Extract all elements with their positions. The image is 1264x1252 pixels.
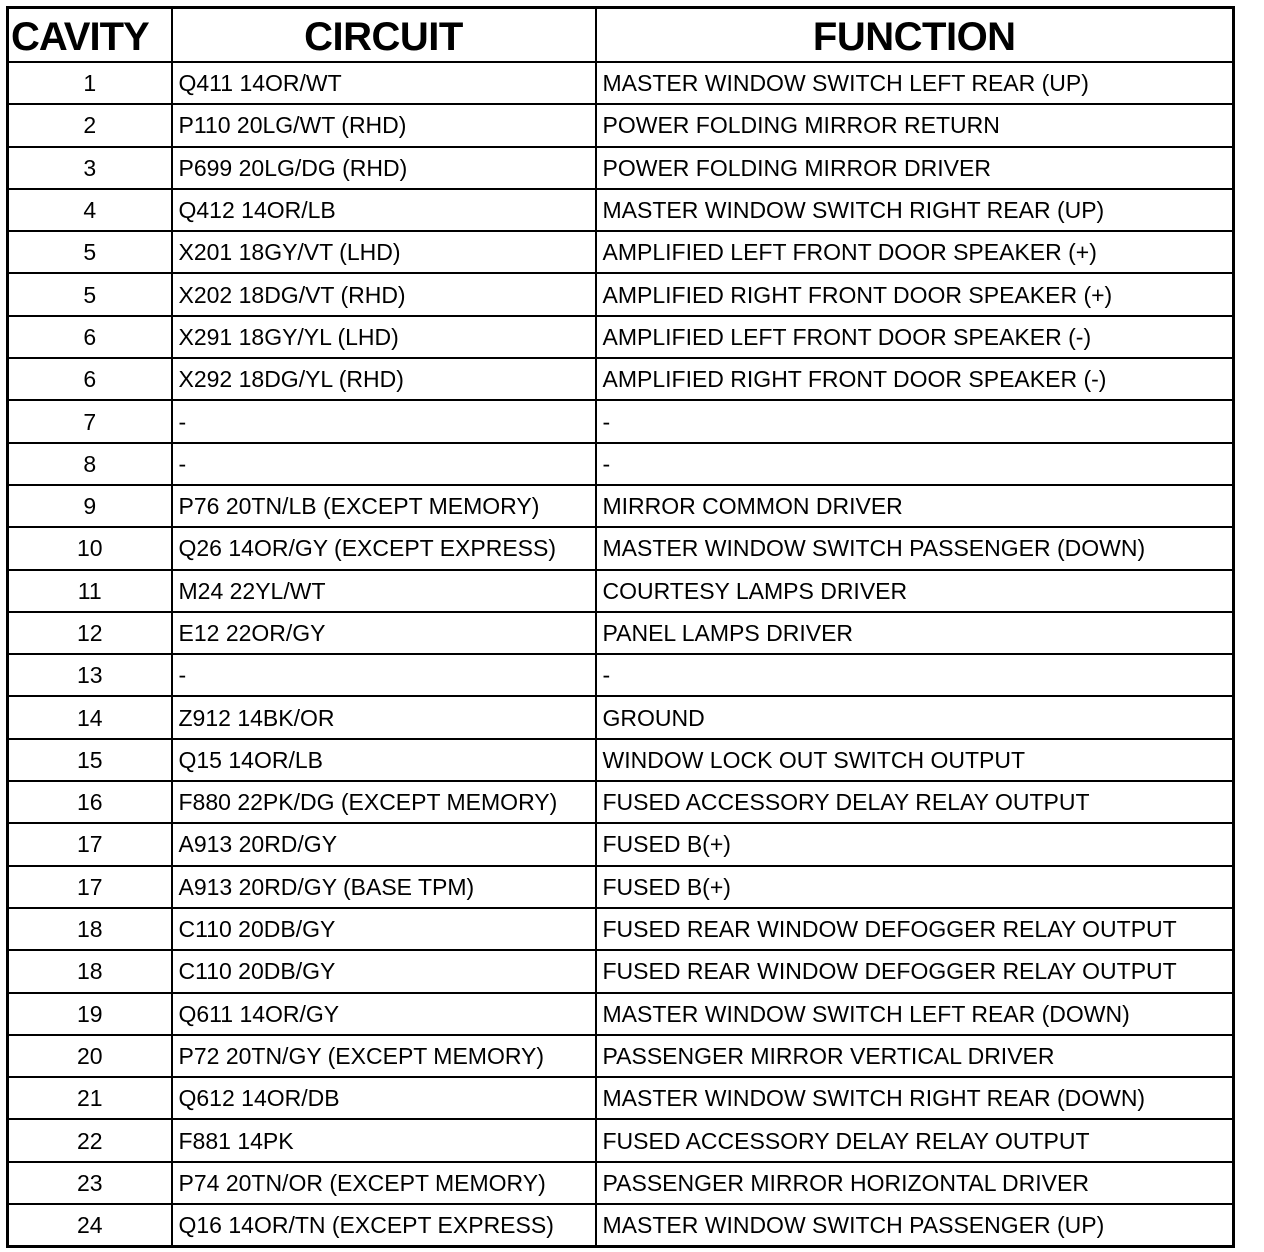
- circuit-cell: F880 22PK/DG (EXCEPT MEMORY): [172, 781, 596, 823]
- function-cell: FUSED REAR WINDOW DEFOGGER RELAY OUTPUT: [596, 908, 1234, 950]
- circuit-cell: Q16 14OR/TN (EXCEPT EXPRESS): [172, 1204, 596, 1247]
- function-cell: POWER FOLDING MIRROR RETURN: [596, 104, 1234, 146]
- function-cell: FUSED B(+): [596, 866, 1234, 908]
- cavity-cell: 19: [8, 993, 172, 1035]
- function-cell: FUSED B(+): [596, 823, 1234, 865]
- table-row: [8, 739, 1234, 781]
- circuit-cell: E12 22OR/GY: [172, 612, 596, 654]
- column-header-cavity: CAVITY: [8, 8, 172, 63]
- circuit-cell: P110 20LG/WT (RHD): [172, 104, 596, 146]
- cavity-cell: 20: [8, 1035, 172, 1077]
- table-row: [8, 866, 1234, 908]
- cavity-cell: 1: [8, 62, 172, 104]
- function-cell: -: [596, 400, 1234, 442]
- table-row: [8, 1119, 1234, 1161]
- function-cell: AMPLIFIED LEFT FRONT DOOR SPEAKER (-): [596, 316, 1234, 358]
- cavity-cell: 3: [8, 147, 172, 189]
- table-row: [8, 147, 1234, 189]
- cavity-cell: 23: [8, 1162, 172, 1204]
- function-cell: -: [596, 654, 1234, 696]
- function-cell: COURTESY LAMPS DRIVER: [596, 570, 1234, 612]
- table-body: [8, 62, 1234, 1247]
- table-row: [8, 993, 1234, 1035]
- function-cell: MASTER WINDOW SWITCH LEFT REAR (UP): [596, 62, 1234, 104]
- cavity-cell: 10: [8, 527, 172, 569]
- cavity-cell: 4: [8, 189, 172, 231]
- circuit-cell: F881 14PK: [172, 1119, 596, 1161]
- table-row: [8, 104, 1234, 146]
- function-cell: MASTER WINDOW SWITCH PASSENGER (DOWN): [596, 527, 1234, 569]
- table-row: [8, 823, 1234, 865]
- cavity-cell: 14: [8, 696, 172, 738]
- cavity-cell: 18: [8, 908, 172, 950]
- table-row: [8, 1035, 1234, 1077]
- cavity-cell: 15: [8, 739, 172, 781]
- connector-pinout-table: [6, 6, 1235, 1248]
- function-cell: MASTER WINDOW SWITCH LEFT REAR (DOWN): [596, 993, 1234, 1035]
- circuit-cell: P699 20LG/DG (RHD): [172, 147, 596, 189]
- circuit-cell: C110 20DB/GY: [172, 950, 596, 992]
- table-row: [8, 273, 1234, 315]
- cavity-cell: 22: [8, 1119, 172, 1161]
- circuit-cell: Q412 14OR/LB: [172, 189, 596, 231]
- table-row: [8, 950, 1234, 992]
- function-cell: AMPLIFIED RIGHT FRONT DOOR SPEAKER (+): [596, 273, 1234, 315]
- function-cell: MASTER WINDOW SWITCH RIGHT REAR (UP): [596, 189, 1234, 231]
- circuit-cell: Z912 14BK/OR: [172, 696, 596, 738]
- circuit-cell: A913 20RD/GY: [172, 823, 596, 865]
- table-row: [8, 654, 1234, 696]
- cavity-cell: 5: [8, 273, 172, 315]
- table-row: [8, 908, 1234, 950]
- cavity-cell: 24: [8, 1204, 172, 1247]
- circuit-cell: Q612 14OR/DB: [172, 1077, 596, 1119]
- circuit-cell: P76 20TN/LB (EXCEPT MEMORY): [172, 485, 596, 527]
- circuit-cell: X201 18GY/VT (LHD): [172, 231, 596, 273]
- circuit-cell: A913 20RD/GY (BASE TPM): [172, 866, 596, 908]
- table-row: [8, 612, 1234, 654]
- cavity-cell: 8: [8, 443, 172, 485]
- circuit-cell: P74 20TN/OR (EXCEPT MEMORY): [172, 1162, 596, 1204]
- table-row: [8, 1077, 1234, 1119]
- function-cell: WINDOW LOCK OUT SWITCH OUTPUT: [596, 739, 1234, 781]
- circuit-cell: Q411 14OR/WT: [172, 62, 596, 104]
- header-row: [8, 8, 1234, 63]
- cavity-cell: 16: [8, 781, 172, 823]
- circuit-cell: X292 18DG/YL (RHD): [172, 358, 596, 400]
- function-cell: FUSED REAR WINDOW DEFOGGER RELAY OUTPUT: [596, 950, 1234, 992]
- circuit-cell: -: [172, 443, 596, 485]
- table-row: [8, 570, 1234, 612]
- cavity-cell: 6: [8, 358, 172, 400]
- column-header-function: FUNCTION: [596, 8, 1234, 63]
- cavity-cell: 17: [8, 823, 172, 865]
- cavity-cell: 12: [8, 612, 172, 654]
- function-cell: POWER FOLDING MIRROR DRIVER: [596, 147, 1234, 189]
- table-row: [8, 527, 1234, 569]
- function-cell: MASTER WINDOW SWITCH RIGHT REAR (DOWN): [596, 1077, 1234, 1119]
- function-cell: PANEL LAMPS DRIVER: [596, 612, 1234, 654]
- table-row: [8, 696, 1234, 738]
- cavity-cell: 9: [8, 485, 172, 527]
- function-cell: FUSED ACCESSORY DELAY RELAY OUTPUT: [596, 781, 1234, 823]
- function-cell: MIRROR COMMON DRIVER: [596, 485, 1234, 527]
- cavity-cell: 2: [8, 104, 172, 146]
- table-row: [8, 485, 1234, 527]
- table-row: [8, 400, 1234, 442]
- circuit-cell: M24 22YL/WT: [172, 570, 596, 612]
- function-cell: GROUND: [596, 696, 1234, 738]
- cavity-cell: 21: [8, 1077, 172, 1119]
- cavity-cell: 11: [8, 570, 172, 612]
- cavity-cell: 18: [8, 950, 172, 992]
- function-cell: PASSENGER MIRROR VERTICAL DRIVER: [596, 1035, 1234, 1077]
- cavity-cell: 7: [8, 400, 172, 442]
- table-row: [8, 1162, 1234, 1204]
- circuit-cell: -: [172, 400, 596, 442]
- table-row: [8, 443, 1234, 485]
- table-row: [8, 781, 1234, 823]
- table-row: [8, 189, 1234, 231]
- circuit-cell: Q15 14OR/LB: [172, 739, 596, 781]
- function-cell: AMPLIFIED RIGHT FRONT DOOR SPEAKER (-): [596, 358, 1234, 400]
- function-cell: -: [596, 443, 1234, 485]
- column-header-circuit: CIRCUIT: [172, 8, 596, 63]
- cavity-cell: 17: [8, 866, 172, 908]
- circuit-cell: Q611 14OR/GY: [172, 993, 596, 1035]
- function-cell: AMPLIFIED LEFT FRONT DOOR SPEAKER (+): [596, 231, 1234, 273]
- table-row: [8, 1204, 1234, 1247]
- circuit-cell: P72 20TN/GY (EXCEPT MEMORY): [172, 1035, 596, 1077]
- function-cell: MASTER WINDOW SWITCH PASSENGER (UP): [596, 1204, 1234, 1247]
- table-row: [8, 316, 1234, 358]
- circuit-cell: C110 20DB/GY: [172, 908, 596, 950]
- circuit-cell: Q26 14OR/GY (EXCEPT EXPRESS): [172, 527, 596, 569]
- circuit-cell: X202 18DG/VT (RHD): [172, 273, 596, 315]
- table-row: [8, 62, 1234, 104]
- table-row: [8, 358, 1234, 400]
- function-cell: PASSENGER MIRROR HORIZONTAL DRIVER: [596, 1162, 1234, 1204]
- circuit-cell: -: [172, 654, 596, 696]
- cavity-cell: 13: [8, 654, 172, 696]
- function-cell: FUSED ACCESSORY DELAY RELAY OUTPUT: [596, 1119, 1234, 1161]
- cavity-cell: 5: [8, 231, 172, 273]
- circuit-cell: X291 18GY/YL (LHD): [172, 316, 596, 358]
- table-row: [8, 231, 1234, 273]
- cavity-cell: 6: [8, 316, 172, 358]
